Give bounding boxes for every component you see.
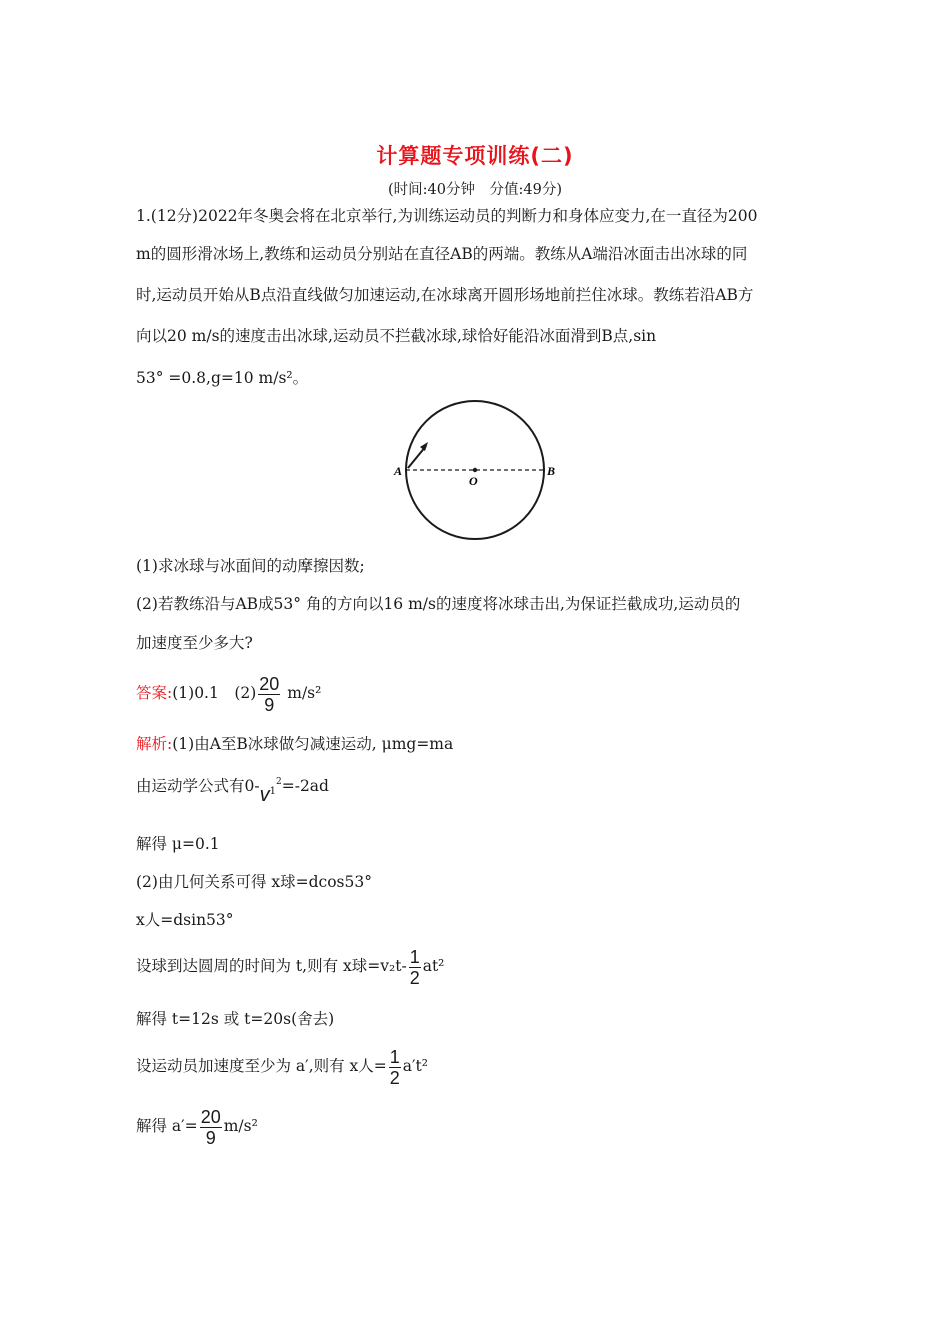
problem-line-5: 53° =0.8,g=10 m/s²。 [136, 369, 309, 387]
answer-unit: m/s² [287, 684, 322, 702]
answer-label: 答案: [136, 684, 173, 702]
answer-fraction: $\frac{20}{9}$ [259, 673, 280, 715]
label-a: A [394, 464, 403, 478]
question-2-line-2: 加速度至少多大? [136, 634, 253, 652]
center-point [473, 468, 477, 472]
analysis-line-3: 解得 μ=0.1 [136, 835, 220, 853]
answer-line [136, 672, 321, 715]
answer-part1: (1)0.1 (2) [172, 684, 257, 702]
problem-line-1: 1.(12分)2022年冬奥会将在北京举行,为训练运动员的判断力和身体应变力,在一直径为200 [136, 207, 758, 225]
analysis-line-2: 由运动学公式有$0-v_1^2=-2ad$ [136, 777, 329, 806]
label-b: B [547, 464, 556, 478]
analysis-line-7: 解得 t=12s 或 t=20s(舍去) [136, 1010, 335, 1028]
page-title: 计算题专项训练(二) [376, 144, 574, 168]
question-2-line-1: (2)若教练沿与AB成53° 角的方向以16 m/s的速度将冰球击出,为保证拦截成功,运动员的 [136, 595, 741, 613]
analysis-line-1: 解析:(1)由A至B冰球做匀减速运动, μmg=ma [136, 735, 454, 753]
arrow-head [420, 442, 428, 451]
problem-line-2: m的圆形滑冰场上,教练和运动员分别站在直径AB的两端。教练从A端沿冰面击出冰球的同 [136, 245, 748, 263]
analysis-label: 解析: [136, 735, 173, 753]
circle-figure [390, 396, 565, 544]
analysis-line-8: 设运动员加速度至少为 a′,则有 x人= $\frac{1}{2}$ a′t² [136, 1046, 428, 1088]
question-1: (1)求冰球与冰面间的动摩擦因数; [136, 557, 365, 575]
analysis-line-4: (2)由几何关系可得 x球=dcos53° [136, 873, 372, 891]
label-o: O [469, 474, 478, 488]
analysis-line-9: 解得 a′= $\frac{20}{9}$ m/s² [136, 1106, 258, 1148]
page-subtitle: (时间:40分钟 分值:49分) [388, 182, 562, 198]
problem-line-4: 向以20 m/s的速度击出冰球,运动员不拦截冰球,球恰好能沿冰面滑到B点,sin [136, 327, 657, 345]
analysis-line-5: x人=dsin53° [136, 911, 234, 929]
analysis-line-6: 设球到达圆周的时间为 t,则有 x球=v₂t- $\frac{1}{2}$ at² [136, 946, 445, 988]
problem-line-3: 时,运动员开始从B点沿直线做匀加速运动,在冰球离开圆形场地前拦住冰球。教练若沿AB方 [136, 286, 754, 304]
